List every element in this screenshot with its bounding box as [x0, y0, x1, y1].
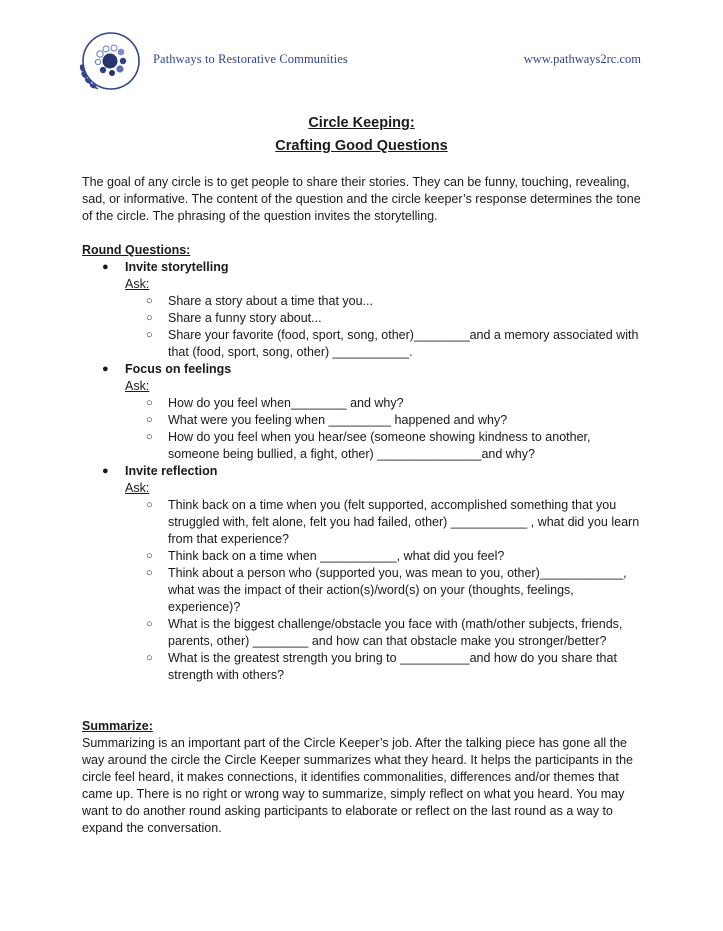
- list-item: [146, 327, 642, 361]
- question-text: Think about a person who (supported you, was mean to you, other)____________, what was the impact of their action(s)/word(s) on your (thoughts, feelings, experience)?: [168, 566, 627, 614]
- question-text: Share your favorite (food, sport, song, other)________and a memory associated with that (food, sport, song, other) ___________.: [168, 328, 639, 359]
- list-item: [146, 412, 642, 429]
- document-title: [0, 112, 723, 158]
- question-list: [125, 395, 642, 463]
- list-item: [146, 395, 642, 412]
- list-item: [146, 497, 642, 548]
- question-text: Think back on a time when you (felt supported, accomplished something that you struggled with, felt alone, felt you had failed, other) ___________ , what did you learn from that experience?: [168, 498, 640, 546]
- website-url: www.pathways2rc.com: [523, 52, 641, 66]
- list-item: [146, 310, 642, 327]
- circle-bullet-icon: ○: [146, 329, 153, 341]
- group-invite-storytelling: [82, 259, 642, 361]
- circle-dots-laurel-logo: [76, 28, 142, 94]
- circle-bullet-icon: ○: [146, 397, 153, 409]
- circle-bullet-icon: ○: [146, 312, 153, 324]
- circle-bullet-icon: ○: [146, 618, 153, 630]
- circle-bullet-icon: ○: [146, 567, 153, 579]
- list-item: [146, 616, 642, 650]
- intro-paragraph: The goal of any circle is to get people to share their stories. They can be funny, touching, revealing, sad, or informative. The content of the question and the circle keeper’s response determines the tone of the circle. The phrasing of the question invites the storytelling.: [82, 175, 641, 223]
- summarize-heading: Summarize:: [82, 719, 153, 733]
- group-title: Invite reflection: [125, 464, 218, 478]
- ask-label: Ask:: [125, 277, 150, 291]
- circle-bullet-icon: ○: [146, 431, 153, 443]
- question-groups: [82, 259, 642, 684]
- question-text: How do you feel when________ and why?: [168, 396, 404, 410]
- circle-bullet-icon: ○: [146, 652, 153, 664]
- document-body: [82, 174, 642, 837]
- round-questions-heading: Round Questions:: [82, 243, 191, 257]
- question-text: What is the greatest strength you bring to __________and how do you share that strength with others?: [168, 651, 617, 682]
- question-text: Share a story about a time that you...: [168, 294, 373, 308]
- group-title: Focus on feelings: [125, 362, 232, 376]
- group-invite-reflection: [82, 463, 642, 684]
- question-text: What were you feeling when _________ happened and why?: [168, 413, 508, 427]
- group-title: Invite storytelling: [125, 260, 229, 274]
- question-text: Share a funny story about...: [168, 311, 322, 325]
- list-item: [146, 293, 642, 310]
- circle-bullet-icon: ○: [146, 414, 153, 426]
- title-line-2: Crafting Good Questions: [275, 138, 448, 154]
- question-list: [125, 293, 642, 361]
- title-line-1: Circle Keeping:: [308, 115, 415, 131]
- circle-bullet-icon: ○: [146, 295, 153, 307]
- page-header: [0, 0, 723, 100]
- question-text: How do you feel when you hear/see (someone showing kindness to another, someone being bullied, a fight, other) _______________and why?: [168, 430, 591, 461]
- summarize-paragraph: Summarizing is an important part of the Circle Keeper’s job. After the talking piece has gone all the way around the circle the Circle Keeper summarizes what they heard. It helps the participants in the circle feel heard, it makes connections, it identifies commonalities, differences and/or themes that came up. There is no right or wrong way to summarize, simply reflect on what you heard. You may want to do another round asking participants to elaborate or reflect on the last round as a way to expand the conversation.: [82, 736, 633, 835]
- question-text: Think back on a time when ___________, what did you feel?: [168, 549, 505, 563]
- bullet-icon: ●: [102, 261, 109, 273]
- organization-name: Pathways to Restorative Communities: [153, 52, 348, 66]
- list-item: [146, 565, 642, 616]
- question-list: [125, 497, 642, 684]
- summarize-section: [82, 718, 642, 837]
- question-text: What is the biggest challenge/obstacle you face with (math/other subjects, friends, parents, other) ________ and how can that obstacle make you stronger/better?: [168, 617, 623, 648]
- group-focus-on-feelings: [82, 361, 642, 463]
- bullet-icon: ●: [102, 465, 109, 477]
- circle-bullet-icon: ○: [146, 550, 153, 562]
- circle-bullet-icon: ○: [146, 499, 153, 511]
- list-item: [146, 548, 642, 565]
- bullet-icon: ●: [102, 363, 109, 375]
- list-item: [146, 429, 642, 463]
- ask-label: Ask:: [125, 481, 150, 495]
- list-item: [146, 650, 642, 684]
- ask-label: Ask:: [125, 379, 150, 393]
